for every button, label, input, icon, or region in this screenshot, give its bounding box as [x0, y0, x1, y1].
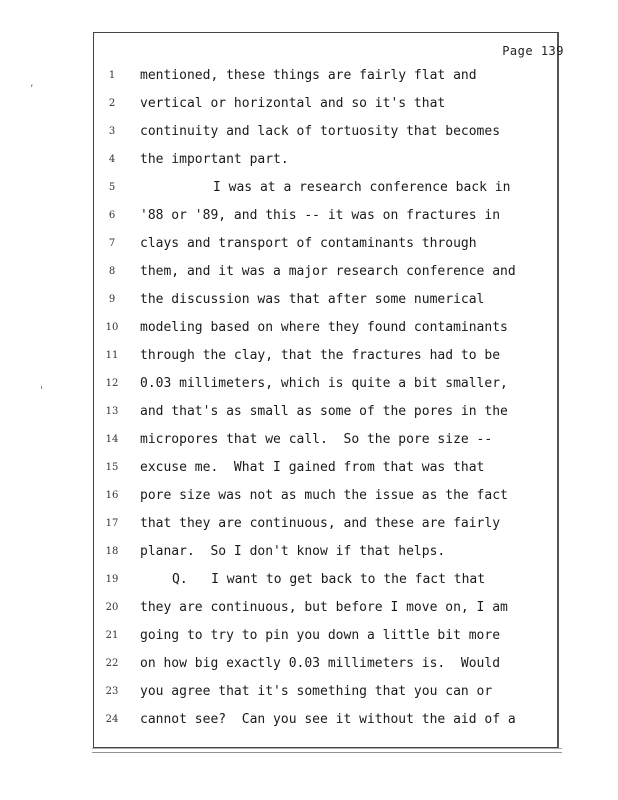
transcript-line — [0, 460, 618, 488]
transcript-line — [0, 236, 618, 264]
line-number: 16 — [105, 490, 119, 501]
transcript-line — [0, 712, 618, 740]
line-number: 18 — [105, 546, 119, 557]
line-number: 5 — [108, 182, 116, 193]
transcript-line — [0, 684, 618, 712]
line-number: 2 — [108, 98, 116, 109]
line-text: you agree that it's something that you can or — [140, 684, 493, 699]
line-number: 12 — [105, 378, 119, 389]
line-text: vertical or horizontal and so it's that — [140, 96, 446, 111]
line-text: the discussion was that after some numerical — [140, 292, 485, 307]
line-number: 14 — [105, 434, 119, 445]
line-text: clays and transport of contaminants through — [140, 236, 477, 251]
line-number: 3 — [108, 126, 116, 137]
transcript-line — [0, 124, 618, 152]
transcript-line — [0, 264, 618, 292]
line-number: 7 — [108, 238, 116, 249]
line-number: 22 — [105, 658, 119, 669]
line-number: 11 — [105, 350, 119, 361]
transcript-line — [0, 656, 618, 684]
transcript-line — [0, 404, 618, 432]
line-number: 9 — [108, 294, 116, 305]
transcript-line — [0, 488, 618, 516]
line-text: excuse me. What I gained from that was that — [140, 460, 485, 475]
line-text: micropores that we call. So the pore size -- — [140, 432, 493, 447]
line-text: mentioned, these things are fairly flat and — [140, 68, 477, 83]
transcript-line — [0, 376, 618, 404]
margin-mark: , — [30, 76, 34, 89]
line-number: 20 — [105, 602, 119, 613]
transcript-line — [0, 208, 618, 236]
transcript-line — [0, 152, 618, 180]
line-text: '88 or '89, and this -- it was on fractures in — [140, 208, 501, 223]
line-number: 24 — [105, 714, 119, 725]
line-number: 6 — [108, 210, 116, 221]
line-text: on how big exactly 0.03 millimeters is. Would — [140, 656, 501, 671]
line-number: 10 — [105, 322, 119, 333]
margin-mark: ' — [40, 384, 44, 397]
line-text: that they are continuous, and these are fairly — [140, 516, 501, 531]
transcript-line — [0, 96, 618, 124]
line-number: 21 — [105, 630, 119, 641]
line-number: 15 — [105, 462, 119, 473]
line-text: I was at a research conference back in — [213, 180, 511, 195]
line-number: 4 — [108, 154, 116, 165]
line-text: and that's as small as some of the pores in the — [140, 404, 508, 419]
transcript-line — [0, 68, 618, 96]
line-number: 19 — [105, 574, 119, 585]
page-border-shadow — [92, 748, 562, 753]
line-text: they are continuous, but before I move on, I am — [140, 600, 508, 615]
transcript-line — [0, 600, 618, 628]
line-text: them, and it was a major research conference and — [140, 264, 516, 279]
transcript-line — [0, 572, 618, 600]
transcript-line — [0, 516, 618, 544]
line-number: 13 — [105, 406, 119, 417]
page-number: Page 139 — [502, 44, 564, 58]
transcript-line — [0, 320, 618, 348]
transcript-line — [0, 180, 618, 208]
line-number: 17 — [105, 518, 119, 529]
transcript-line — [0, 544, 618, 572]
line-number: 23 — [105, 686, 119, 697]
line-text: through the clay, that the fractures had to be — [140, 348, 501, 363]
transcript-line — [0, 628, 618, 656]
line-number: 8 — [108, 266, 116, 277]
line-text: the important part. — [140, 152, 289, 167]
line-text: 0.03 millimeters, which is quite a bit smaller, — [140, 376, 508, 391]
line-text: going to try to pin you down a little bit more — [140, 628, 501, 643]
line-text: planar. So I don't know if that helps. — [140, 544, 446, 559]
transcript-line — [0, 292, 618, 320]
line-text: modeling based on where they found contaminants — [140, 320, 508, 335]
line-text: cannot see? Can you see it without the aid of a — [140, 712, 516, 727]
line-text: continuity and lack of tortuosity that becomes — [140, 124, 501, 139]
line-number: 1 — [108, 70, 116, 81]
line-text: Q. I want to get back to the fact that — [172, 572, 486, 587]
transcript-line — [0, 432, 618, 460]
line-text: pore size was not as much the issue as the fact — [140, 488, 508, 503]
transcript-line — [0, 348, 618, 376]
